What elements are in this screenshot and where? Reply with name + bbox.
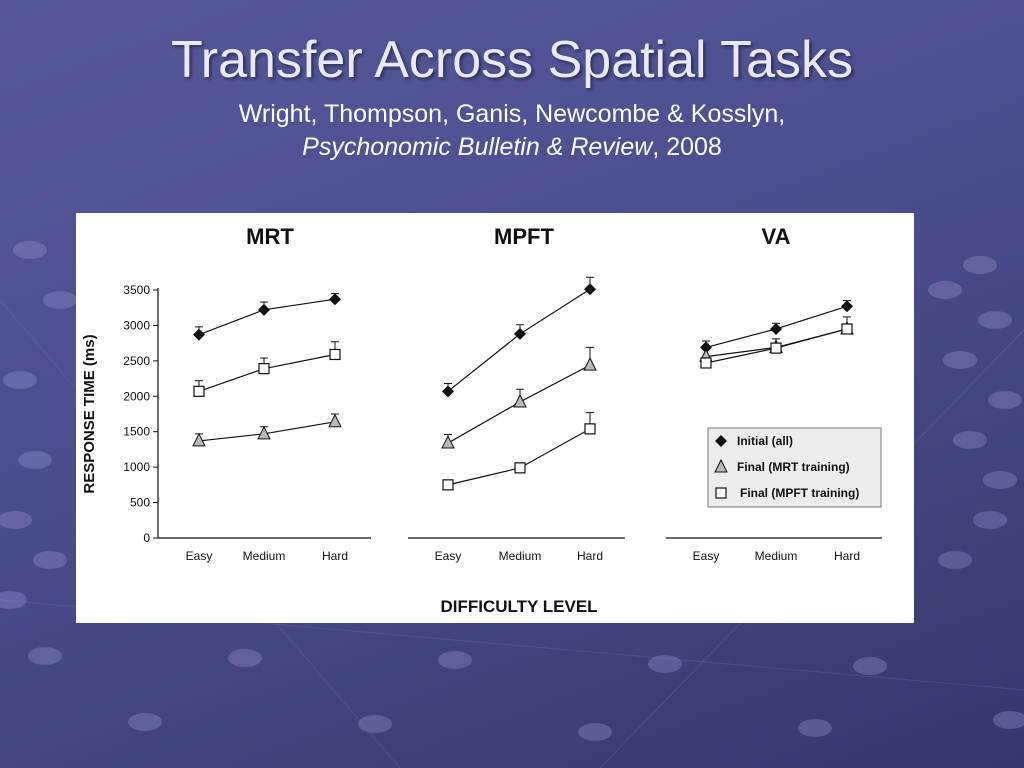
data-point: [841, 300, 853, 312]
y-tick-label: 0: [143, 531, 150, 545]
y-tick-label: 2000: [123, 389, 150, 404]
y-tick-label: 500: [129, 495, 150, 510]
background-dot: [3, 371, 37, 389]
data-point: [442, 385, 454, 397]
data-point: [514, 395, 526, 407]
data-point: [584, 283, 596, 295]
background-dot: [978, 311, 1012, 329]
background-dot: [798, 719, 832, 737]
background-dot: [973, 511, 1007, 529]
background-dot: [983, 471, 1017, 489]
x-tick-label: Hard: [321, 549, 349, 563]
data-point: [329, 415, 341, 427]
data-point: [585, 424, 595, 434]
legend: [708, 428, 881, 507]
slide-title: Transfer Across Spatial Tasks: [170, 31, 854, 89]
data-point: [515, 463, 525, 473]
background-dot: [28, 647, 62, 665]
panel-title: MRT: [246, 224, 294, 249]
series-triangle: [193, 414, 341, 446]
data-point: [701, 358, 711, 368]
y-tick-label: 3000: [123, 318, 150, 333]
series-diamond: [442, 277, 596, 397]
data-point: [330, 349, 340, 359]
response-time-chart: [76, 213, 914, 623]
data-point: [329, 293, 341, 305]
background-dot: [928, 281, 962, 299]
legend-marker: [716, 488, 726, 498]
x-tick-label: Hard: [576, 549, 604, 563]
series-triangle: [442, 347, 596, 448]
y-tick-label: 1500: [123, 424, 150, 439]
data-point: [442, 436, 454, 448]
slide-authors: Wright, Thompson, Ganis, Newcombe & Kosslyn,: [238, 100, 786, 128]
y-tick-label: 3500: [123, 283, 150, 297]
x-axis-label: DIFFICULTY LEVEL: [440, 597, 598, 616]
background-dot: [128, 713, 162, 731]
background-dot: [358, 715, 392, 733]
x-tick-label: Medium: [754, 549, 798, 563]
background-dot: [18, 451, 52, 469]
x-tick-label: Medium: [498, 549, 542, 563]
series-diamond: [193, 293, 341, 340]
data-point: [259, 364, 269, 374]
journal-name: Psychonomic Bulletin & Review: [302, 133, 653, 161]
series-square: [194, 342, 340, 397]
data-point: [842, 324, 852, 334]
background-dot: [938, 551, 972, 569]
x-tick-label: Hard: [833, 549, 861, 563]
background-dot: [438, 651, 472, 669]
background-dot: [13, 241, 47, 259]
data-point: [771, 343, 781, 353]
y-tick-label: 2500: [123, 353, 150, 368]
background-dot: [993, 711, 1024, 729]
background-dot: [853, 657, 887, 675]
x-tick-label: Easy: [185, 549, 213, 563]
legend-label: Final (MPFT training): [740, 486, 860, 500]
figure-panel: [76, 213, 914, 623]
data-point: [193, 329, 205, 341]
panel-mpft: [408, 224, 625, 563]
legend-label: Initial (all): [737, 434, 794, 448]
panel-title: VA: [761, 224, 791, 249]
y-axis-label: RESPONSE TIME (ms): [81, 334, 98, 494]
panel-mrt: [123, 224, 371, 563]
background-dot: [578, 723, 612, 741]
data-point: [584, 358, 596, 370]
background-dot: [0, 511, 32, 529]
background-dot: [963, 256, 997, 274]
background-dot: [953, 431, 987, 449]
background-dot: [43, 291, 77, 309]
series-line: [448, 429, 590, 485]
data-point: [514, 328, 526, 340]
data-point: [194, 386, 204, 396]
data-point: [258, 304, 270, 316]
data-point: [443, 480, 453, 490]
x-tick-label: Easy: [434, 549, 462, 563]
data-point: [770, 323, 782, 335]
x-tick-label: Medium: [242, 549, 286, 563]
panel-va: [666, 224, 882, 563]
slide-citation: [0, 131, 1024, 163]
panel-title: MPFT: [494, 224, 554, 249]
background-dot: [988, 391, 1022, 409]
background-dot: [33, 551, 67, 569]
y-tick-label: 1000: [123, 460, 150, 475]
background-dot: [228, 649, 262, 667]
publication-year: , 2008: [652, 133, 722, 161]
background-dot: [943, 351, 977, 369]
legend-label: Final (MRT training): [737, 460, 850, 474]
x-tick-label: Easy: [692, 549, 720, 563]
series-square: [443, 413, 595, 490]
series-line: [199, 299, 335, 334]
